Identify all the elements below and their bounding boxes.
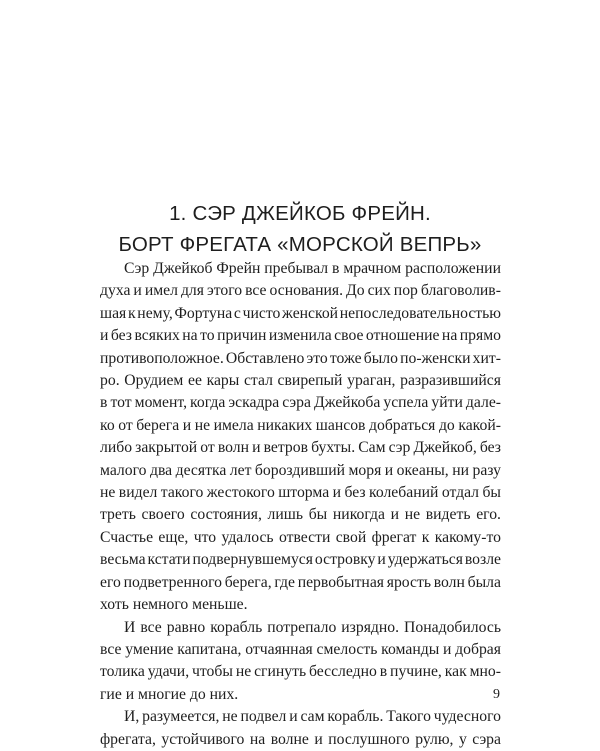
text-line: малого два десятка лет бороздивший моря и океаны, ни разу: [100, 461, 501, 479]
text-line: И, разумеется, не подвел и сам корабль. Такого чудесного: [124, 708, 501, 726]
text-line: хоть немного меньше.: [100, 596, 248, 614]
text-line: не видел такого жестокого шторма и без колебаний отдал бы: [100, 484, 501, 502]
text-line: фрегата, устойчивого на волне и послушного рулю, у сэра: [100, 730, 501, 748]
page-number: 9: [493, 687, 500, 702]
text-line: его подветренного берега, где первобытная ярость волн была: [100, 573, 501, 591]
text-line: ко от берега и не имела никаких шансов добраться до какой-: [100, 416, 501, 434]
text-line: Счастье еще, что удалось отвести свой фрегат к какому-то: [100, 528, 501, 546]
text-line: шая к нему, Фортуна с чисто женской непоследовательностью: [100, 304, 502, 322]
chapter-title-line-1: 1. СЭР ДЖЕЙКОБ ФРЕЙН.: [169, 202, 431, 225]
text-line: толика удачи, чтобы не сгинуть бесследно в пучине, как мно-: [100, 663, 501, 681]
chapter-body: [100, 258, 501, 751]
text-line: Сэр Джейкоб Фрейн пребывал в мрачном расположении: [124, 260, 501, 277]
text-line: либо закрытой от волн и ветров бухты. Сам сэр Джейкоб, без: [100, 439, 501, 457]
text-line: гие и многие до них.: [100, 685, 239, 703]
chapter-title-line-2: БОРТ ФРЕГАТА «МОРСКОЙ ВЕПРЬ»: [118, 233, 482, 256]
text-line: и без всяких на то причин изменила свое отношение на прямо: [100, 327, 501, 345]
chapter-title: [100, 198, 500, 260]
text-line: все умение капитана, отчаянная смелость команды и добрая: [100, 640, 501, 658]
text-line: духа и имел для этого все основания. До сих пор благоволив-: [100, 282, 501, 300]
text-line: в тот момент, когда эскадра сэра Джейкоба успела уйти дале-: [100, 394, 502, 412]
text-line: И все равно корабль потрепало изрядно. Понадобилось: [124, 618, 501, 636]
text-line: ро. Орудием ее кары стал свирепый ураган, разразившийся: [100, 372, 501, 390]
text-line: противоположное. Обставлено это тоже было по-женски хит-: [100, 349, 501, 367]
text-line: треть своего состояния, лишь бы никогда и не видеть его.: [100, 506, 501, 524]
text-line: весьма кстати подвернувшемуся островку и удержаться возле: [100, 551, 502, 569]
